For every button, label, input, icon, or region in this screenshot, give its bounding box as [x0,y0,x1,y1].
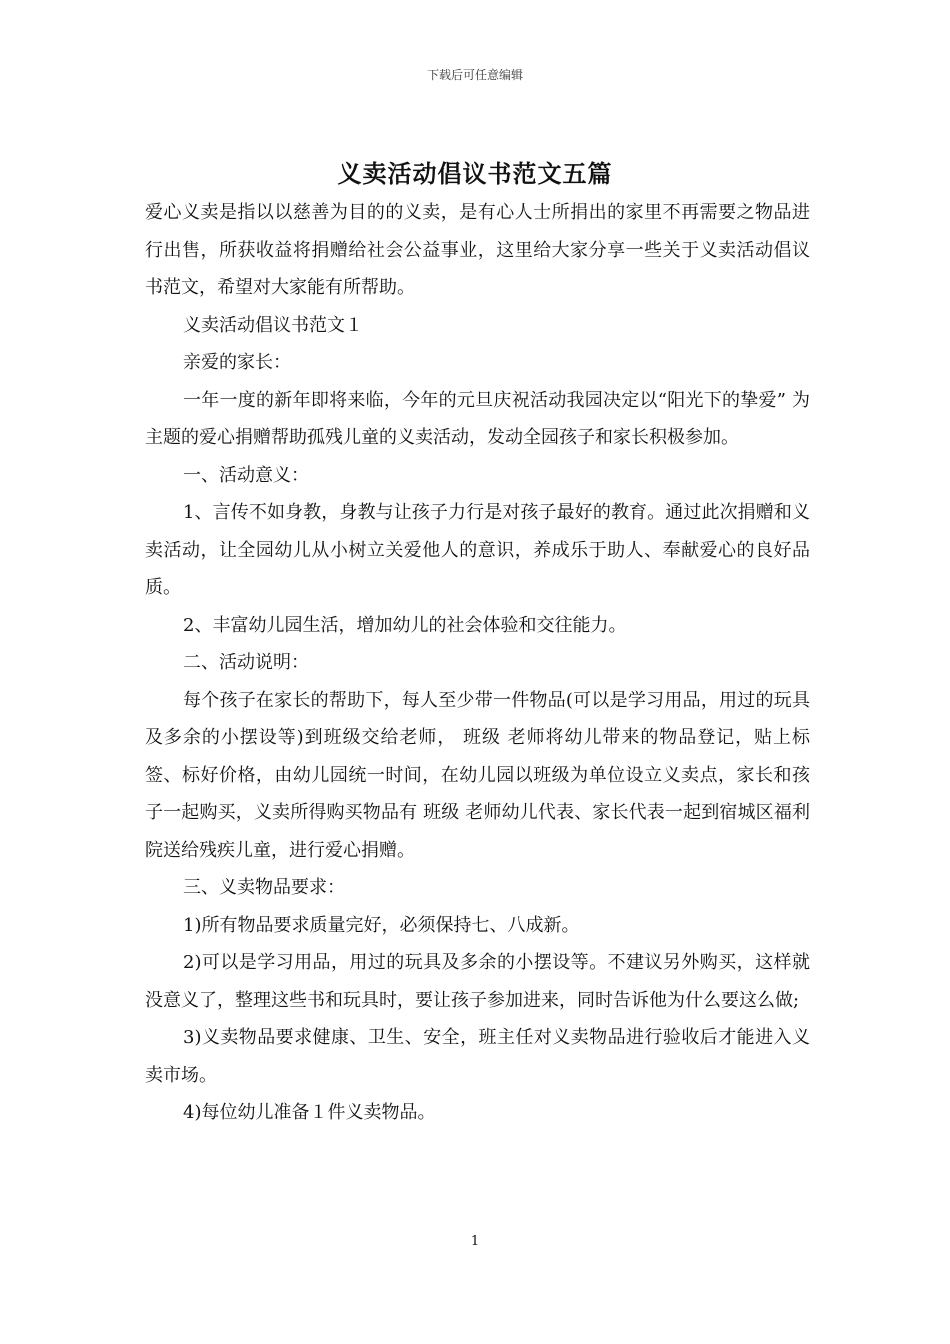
list-item: 4)每位幼儿准备１件义卖物品。 [183,1102,436,1123]
document-title: 义卖活动倡议书范文五篇 [337,159,613,188]
section-heading: 义卖活动倡议书范文１ [183,314,363,336]
page-number: 1 [470,1234,480,1249]
section-heading: 一、活动意义： [183,464,309,486]
header-note: 下载后可任意编辑 [426,68,523,82]
list-item: 3)义卖物品要求健康、卫生、安全，班主任对义卖物品进行验收后才能进入义卖市场。 [145,1027,810,1086]
list-item: 1)所有物品要求质量完好，必须保持七、八成新。 [183,914,580,936]
body-paragraph: 2、丰富幼儿园生活，增加幼儿的社会体验和交往能力。 [183,614,627,636]
intro-paragraph: 爱心义卖是指以以慈善为目的的义卖，是有心人士所捐出的家里不再需要之物品进行出售，所获收益将捐赠给社会公益事业，这里给大家分享一些关于义卖活动倡议书范文，希望对大家能有所帮助。 [145,202,810,298]
list-item: 2)可以是学习用品，用过的玩具及多余的小摆设等。不建议另外购买，这样就没意义了，整理这些书和玩具时，要让孩子参加进来，同时告诉他为什么要这么做; [145,952,810,1011]
document-body [145,194,810,1132]
section-heading: 二、活动说明： [183,652,309,673]
section-heading: 三、义卖物品要求： [183,877,345,898]
salutation: 亲爱的家长： [183,352,291,373]
body-paragraph: 1、言传不如身教，身教与让孩子力行是对孩子最好的教育。通过此次捐赠和义卖活动，让全园幼儿从小树立关爱他人的意识，养成乐于助人、奉献爱心的良好品质。 [145,502,810,598]
body-paragraph: 每个孩子在家长的帮助下，每人至少带一件物品(可以是学习用品，用过的玩具及多余的小摆设等)到班级交给老师， 班级 老师将幼儿带来的物品登记，贴上标签、标好价格，由幼儿园统一时间，在幼儿园以班级为单位设立义卖点，家长和孩子一起购买，义卖所得购买物品有 班级 老师幼儿代表、家长代表一起到宿城区福利院送给残疾儿童，进行爱心捐赠。 [145,689,810,861]
body-paragraph: 一年一度的新年即将来临，今年的元旦庆祝活动我园决定以“阳光下的挚爱” 为主题的爱心捐赠帮助孤残儿童的义卖活动，发动全园孩子和家长积极参加。 [145,389,810,448]
